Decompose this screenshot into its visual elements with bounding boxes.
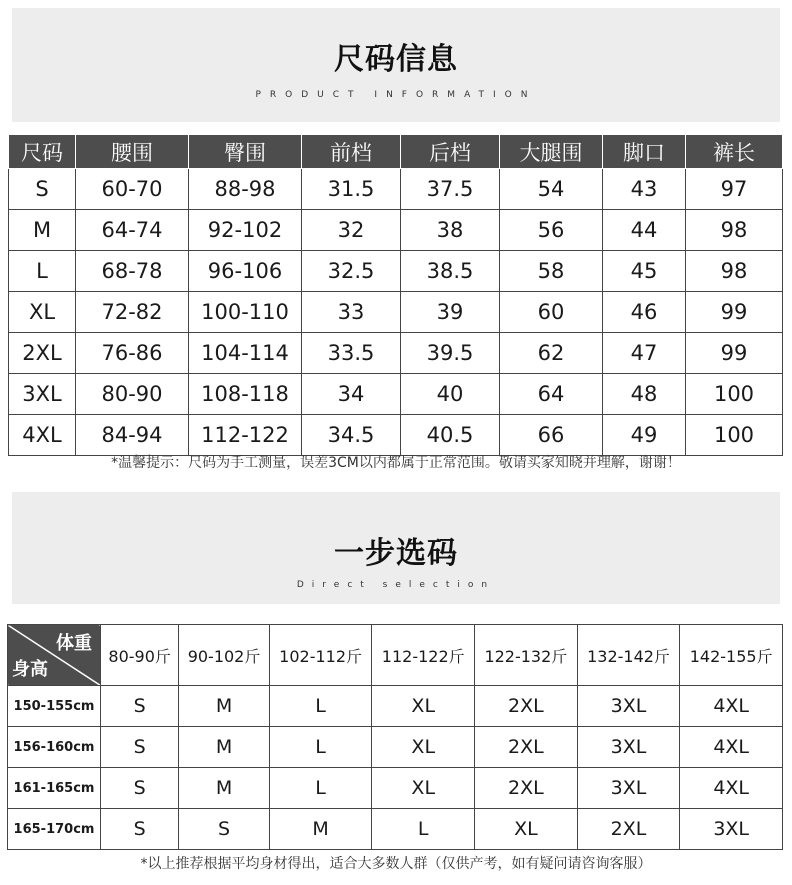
size-cell: L [9,251,76,292]
weight-header: 102-112斤 [269,625,372,686]
recommended-size-cell: L [372,809,475,850]
measurement-cell: 58 [500,251,603,292]
measurement-cell: 45 [603,251,686,292]
recommended-size-cell: M [179,768,269,809]
measurement-cell: 54 [500,169,603,210]
measurement-cell: 40 [401,374,500,415]
recommended-size-cell: M [179,727,269,768]
measurement-cell: 43 [603,169,686,210]
weight-header: 90-102斤 [179,625,269,686]
weight-header: 112-122斤 [372,625,475,686]
measurement-cell: 60-70 [76,169,189,210]
measurement-cell: 88-98 [189,169,302,210]
recommended-size-cell: S [101,686,179,727]
measurement-cell: 64-74 [76,210,189,251]
recommended-size-cell: 3XL [577,768,680,809]
measurement-cell: 34.5 [302,415,401,456]
size-cell: S [9,169,76,210]
height-cell: 165-170cm [8,809,101,850]
measurement-cell: 92-102 [189,210,302,251]
recommended-size-cell: XL [372,768,475,809]
col-header: 前档 [302,135,401,169]
weight-header: 142-155斤 [680,625,783,686]
measurement-cell: 37.5 [401,169,500,210]
recommended-size-cell: XL [475,809,578,850]
direct-selection-banner [12,492,780,604]
recommended-size-cell: XL [372,686,475,727]
weight-header: 80-90斤 [101,625,179,686]
direct-selection-title: 一步选码 [334,536,458,571]
table-row [8,686,783,727]
recommended-size-cell: 2XL [475,768,578,809]
size-table-body [9,169,783,456]
col-header: 尺码 [9,135,76,169]
recommended-size-cell: S [101,768,179,809]
measurement-cell: 104-114 [189,333,302,374]
size-info-banner [12,8,780,122]
corner-cell [8,625,101,686]
measurement-cell: 112-122 [189,415,302,456]
col-header: 后档 [401,135,500,169]
measurement-cell: 100 [686,374,783,415]
col-header: 大腿围 [500,135,603,169]
recommendation-note: *以上推荐根据平均身材得出，适合大多数人群（仅供产考，如有疑问请咨询客服） [140,856,652,872]
recommended-size-cell: L [269,768,372,809]
measurement-cell: 31.5 [302,169,401,210]
measurement-cell: 108-118 [189,374,302,415]
height-label: 身高 [12,659,48,680]
fit-table-header [8,625,783,686]
recommended-size-cell: 3XL [577,727,680,768]
table-row [8,768,783,809]
size-cell: 4XL [9,415,76,456]
table-row [8,727,783,768]
measurement-cell: 97 [686,169,783,210]
measurement-cell: 76-86 [76,333,189,374]
weight-label: 体重 [56,633,92,654]
measurement-cell: 33.5 [302,333,401,374]
weight-header: 122-132斤 [475,625,578,686]
measurement-cell: 98 [686,251,783,292]
recommended-size-cell: XL [372,727,475,768]
table-row [9,169,783,210]
recommended-size-cell: 3XL [680,809,783,850]
measurement-cell: 66 [500,415,603,456]
col-header: 腰围 [76,135,189,169]
table-row [9,374,783,415]
measurement-cell: 38.5 [401,251,500,292]
recommended-size-cell: 4XL [680,686,783,727]
measurement-cell: 72-82 [76,292,189,333]
size-cell: 3XL [9,374,76,415]
size-cell: XL [9,292,76,333]
table-row [9,210,783,251]
table-row [9,415,783,456]
table-row [9,292,783,333]
size-table [8,134,783,456]
direct-selection-subtitle: Direct selection [296,580,496,590]
measurement-note: *温馨提示：尺码为手工测量，误差3CM以内都属于正常范围。敬请买家知晓并理解，谢谢！ [111,455,681,471]
table-row [8,809,783,850]
size-cell: 2XL [9,333,76,374]
recommended-size-cell: L [269,727,372,768]
measurement-cell: 100-110 [189,292,302,333]
measurement-cell: 34 [302,374,401,415]
measurement-cell: 32.5 [302,251,401,292]
recommended-size-cell: 2XL [577,809,680,850]
recommended-size-cell: 4XL [680,727,783,768]
measurement-cell: 44 [603,210,686,251]
recommended-size-cell: L [269,686,372,727]
recommended-size-cell: M [179,686,269,727]
size-info-title: 尺码信息 [334,42,458,77]
measurement-cell: 39.5 [401,333,500,374]
measurement-cell: 32 [302,210,401,251]
measurement-cell: 99 [686,333,783,374]
recommended-size-cell: 2XL [475,727,578,768]
measurement-cell: 38 [401,210,500,251]
height-cell: 150-155cm [8,686,101,727]
measurement-cell: 68-78 [76,251,189,292]
measurement-cell: 98 [686,210,783,251]
col-header: 脚口 [603,135,686,169]
weight-header: 132-142斤 [577,625,680,686]
measurement-cell: 40.5 [401,415,500,456]
measurement-cell: 80-90 [76,374,189,415]
recommended-size-cell: 2XL [475,686,578,727]
height-cell: 156-160cm [8,727,101,768]
height-cell: 161-165cm [8,768,101,809]
measurement-cell: 100 [686,415,783,456]
measurement-cell: 46 [603,292,686,333]
recommended-size-cell: M [269,809,372,850]
recommended-size-cell: S [101,727,179,768]
col-header: 臀围 [189,135,302,169]
col-header: 裤长 [686,135,783,169]
recommended-size-cell: 3XL [577,686,680,727]
measurement-cell: 99 [686,292,783,333]
recommended-size-cell: S [101,809,179,850]
measurement-cell: 96-106 [189,251,302,292]
measurement-cell: 64 [500,374,603,415]
table-row [9,333,783,374]
measurement-cell: 33 [302,292,401,333]
recommended-size-cell: 4XL [680,768,783,809]
size-info-subtitle: PRODUCT INFORMATION [255,90,537,100]
measurement-cell: 62 [500,333,603,374]
measurement-cell: 49 [603,415,686,456]
measurement-cell: 84-94 [76,415,189,456]
measurement-cell: 60 [500,292,603,333]
recommended-size-cell: S [179,809,269,850]
measurement-cell: 56 [500,210,603,251]
measurement-cell: 48 [603,374,686,415]
measurement-cell: 47 [603,333,686,374]
fit-table [7,624,783,850]
table-row [9,251,783,292]
size-table-header [9,135,783,169]
size-cell: M [9,210,76,251]
measurement-cell: 39 [401,292,500,333]
fit-table-body [8,686,783,850]
